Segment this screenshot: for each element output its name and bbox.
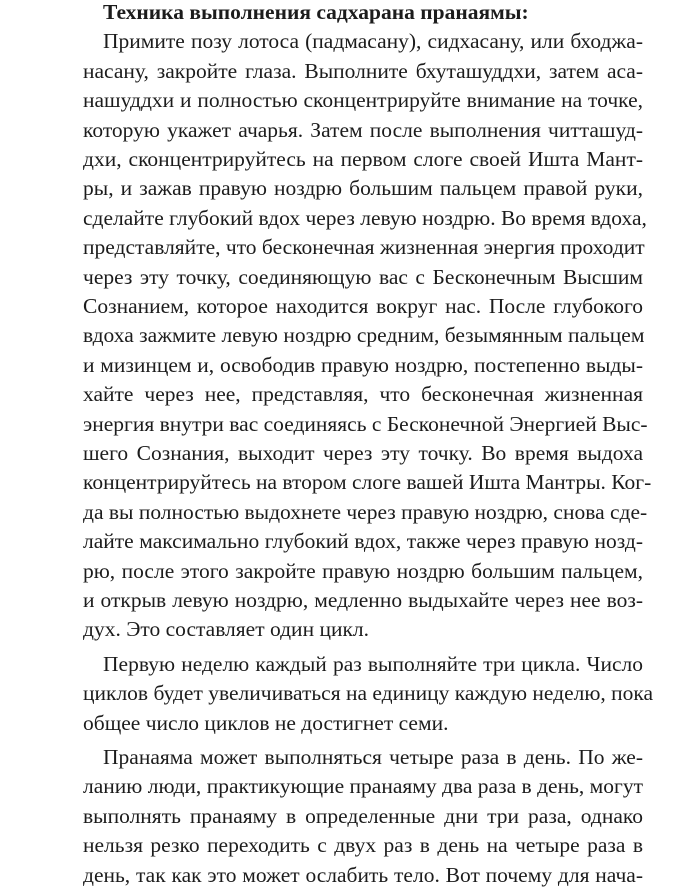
text-line: лайте максимально глубокий вдох, также через правую нозд- [83,529,643,554]
text-line: хайте через нее, представляя, что бесконечная жизненная [83,382,643,407]
text-line: Примите позу лотоса (падмасану), сидхасану, или бходжа- [103,29,643,54]
text-line: Пранаяма может выполняться четыре раза в день. По же- [103,745,643,769]
text-line: шего Сознания, выходит через эту точку. Во время выдоха [83,441,643,465]
text-line: и мизинцем и, освободив правую ноздрю, постепенно выды- [83,352,643,377]
text-line: дух. Это составляет один цикл. [83,617,370,642]
text-line: которую укажет ачарья. Затем после выполнения читташуд- [83,117,643,142]
text-line: вдоха зажмите левую ноздрю средним, безымянным пальцем [83,323,645,348]
text-line: да вы полностью выдохнете через правую ноздрю, снова сде- [83,499,648,524]
text-line: день, так как это может ослабить тело. Вот почему для нача- [83,862,643,887]
text-line: выполнять пранаяму в определенные дни три раза, однако [83,803,643,828]
text-line: сделайте глубокий вдох через левую ноздрю. Во время вдоха, [83,205,647,230]
text-line: ры, и зажав правую ноздрю большим пальцем правой руки, [83,176,643,201]
text-line: насану, закройте глаза. Выполните бхуташуддхи, затем аса- [83,58,643,83]
text-line: Первую неделю каждый раз выполняйте три цикла. Число [103,652,643,676]
text-line: и открыв левую ноздрю, медленно выдыхайте через нее воз- [83,588,643,612]
text-line: циклов будет увеличиваться на единицу каждую неделю, пока [83,681,654,706]
text-line: рю, после этого закройте правую ноздрю большим пальцем, [83,558,643,583]
text-line: ланию люди, практикующие пранаяму два раза в день, могут [83,774,643,799]
text-line: концентрируйтесь на втором слоге вашей Ишта Мантры. Ког- [83,470,652,495]
text-line: энергия внутри вас соединяясь с Бесконечной Энергией Выс- [83,411,648,436]
text-line: через эту точку, соединяющую вас с Бесконечным Высшим [83,264,643,289]
text-line: Сознанием, которое находится вокруг нас. После глубокого [83,294,643,318]
section-heading: Техника выполнения садхарана пранаямы: [103,0,529,24]
text-line: нельзя резко переходить с двух раз в день на четыре раза в [83,833,643,858]
text-line: общее число циклов не достигнет семи. [83,710,449,735]
text-line: дхи, сконцентрируйтесь на первом слоге своей Ишта Мант- [83,147,643,171]
text-line: представляйте, что бесконечная жизненная энергия проходит [83,235,645,260]
text-line: нашуддхи и полностью сконцентрируйте внимание на точке, [83,88,643,113]
